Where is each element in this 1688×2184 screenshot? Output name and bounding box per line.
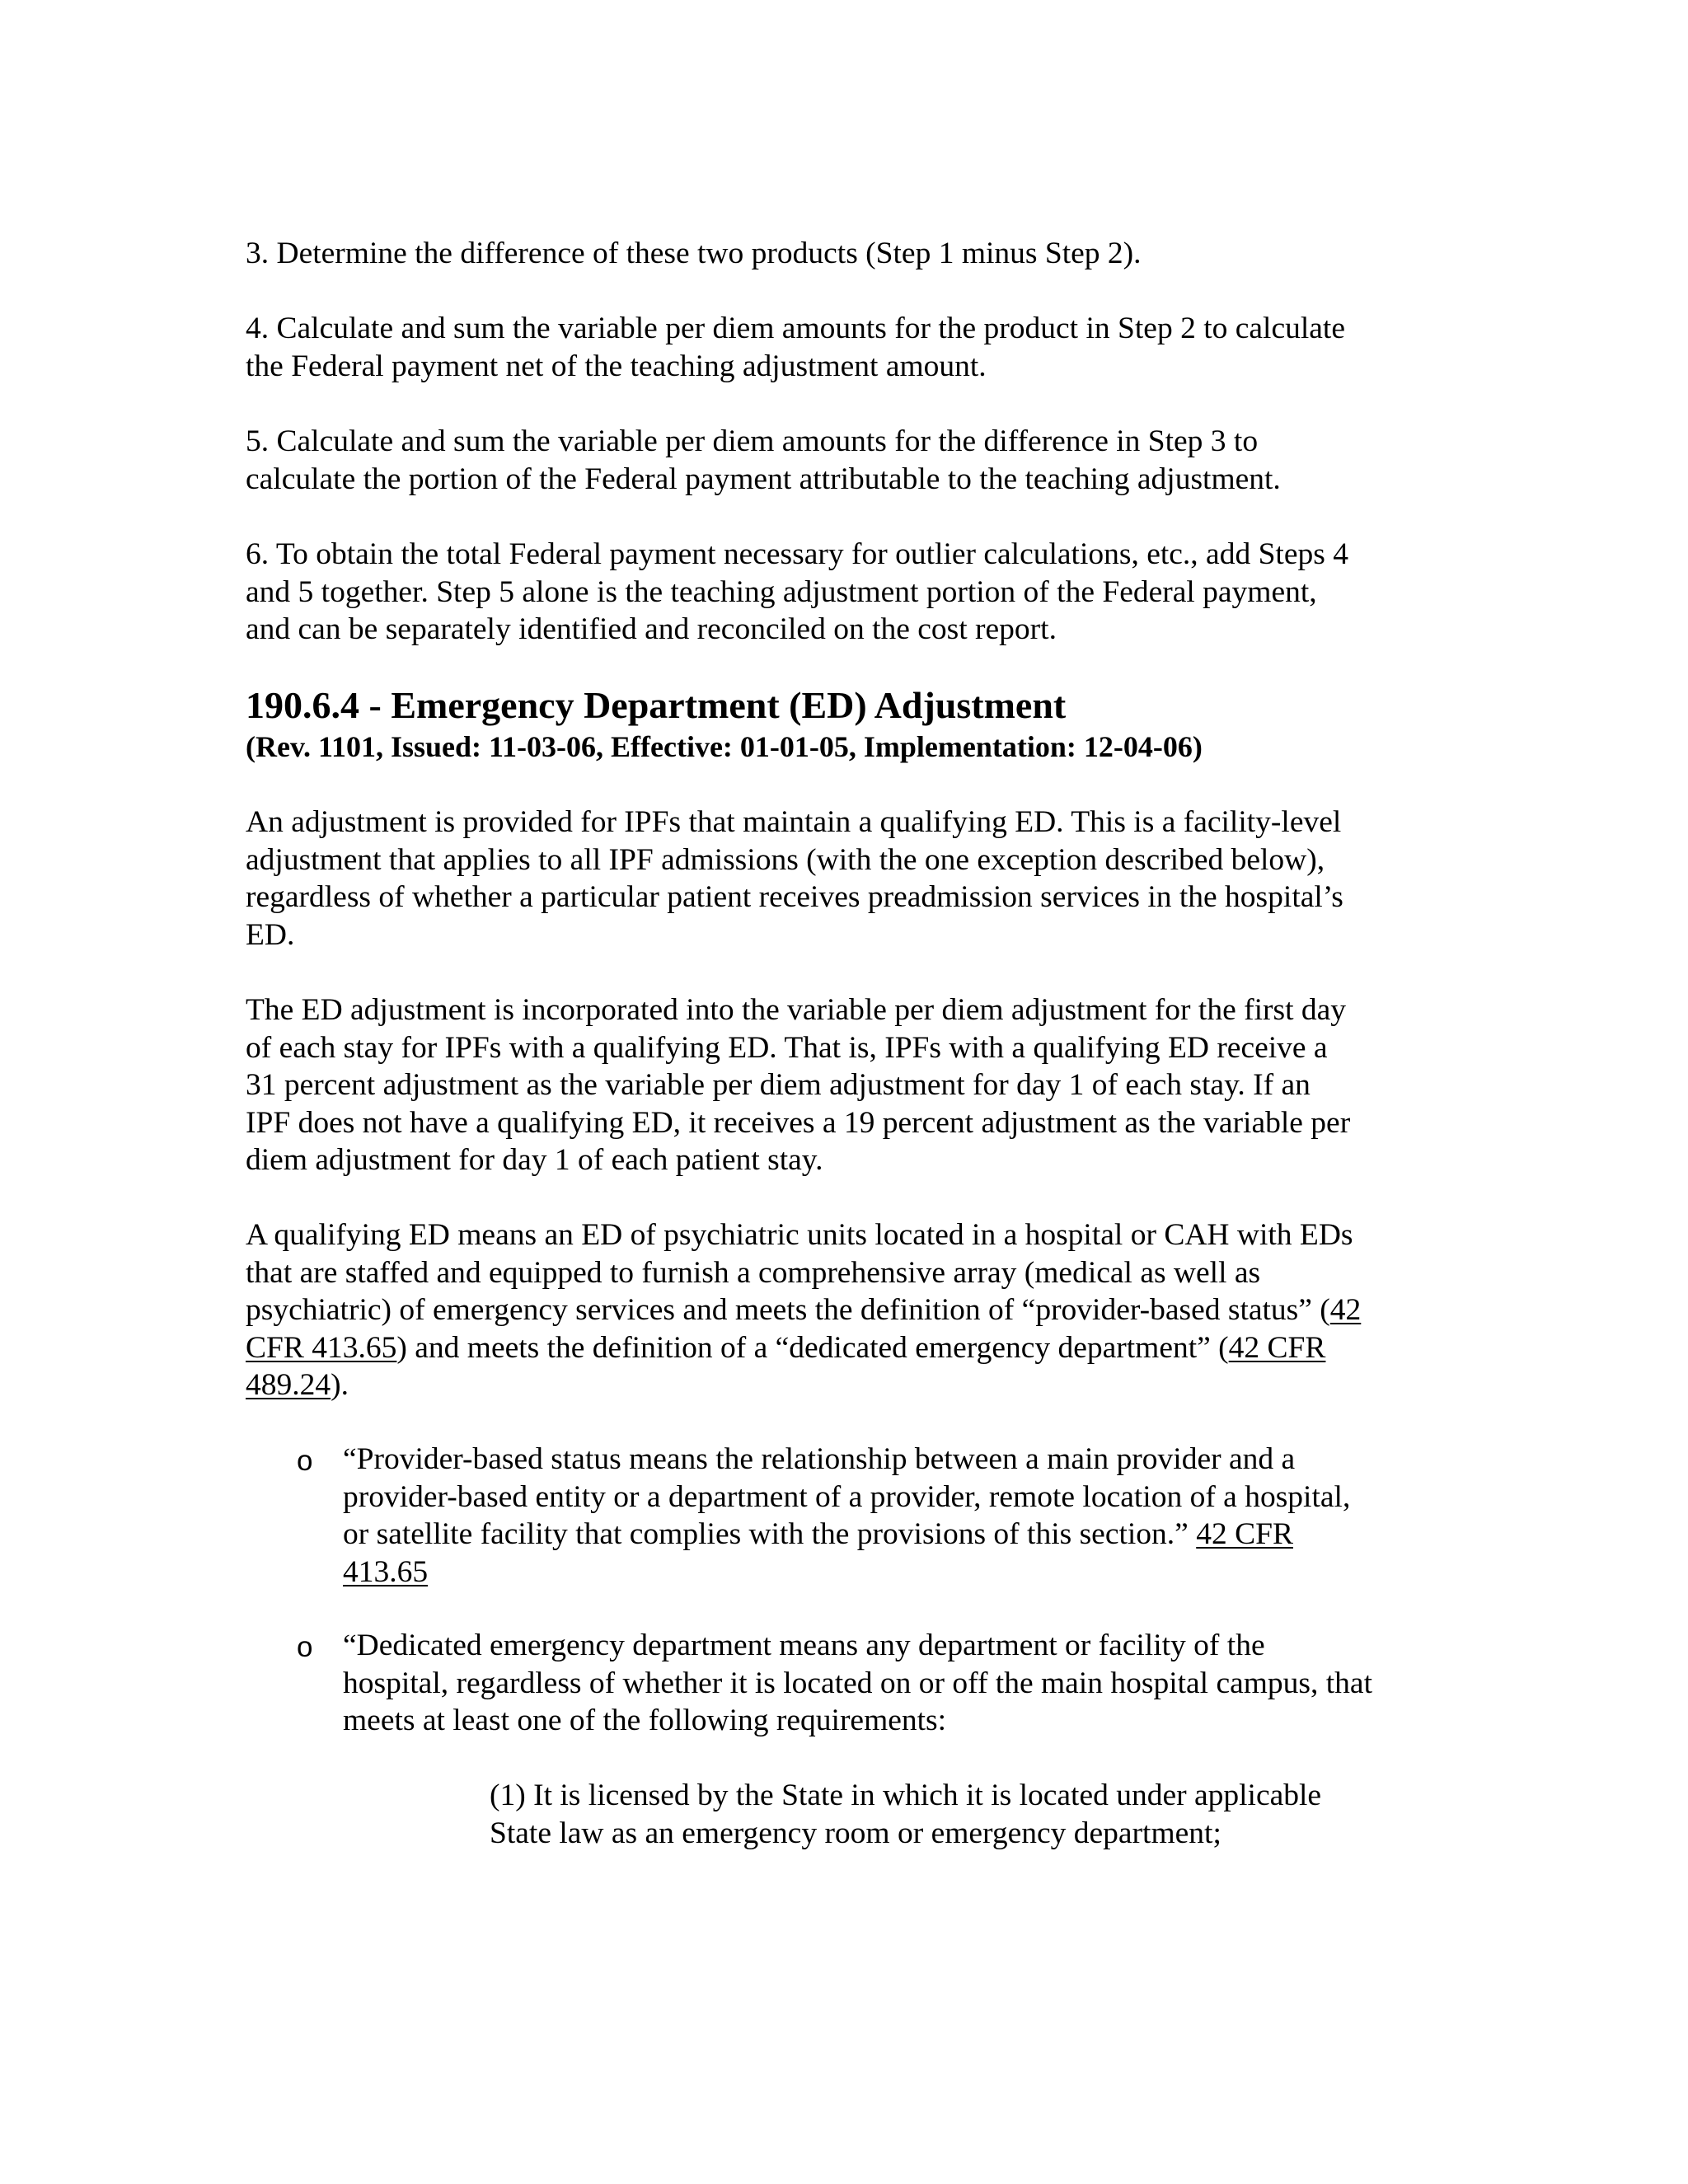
text-line: hospital, regardless of whether it is located on or off the main hospital campus, that	[343, 1666, 1372, 1700]
text-line: The ED adjustment is incorporated into the variable per diem adjustment for the first day	[246, 993, 1347, 1027]
section-revision: (Rev. 1101, Issued: 11-03-06, Effective: 01-01-05, Implementation: 12-04-06)	[246, 730, 1203, 763]
step-4-paragraph	[246, 310, 1449, 385]
text-line: State law as an emergency room or emergency department;	[490, 1816, 1221, 1850]
text-line: ED.	[246, 917, 295, 952]
text-line: diem adjustment for day 1 of each patient stay.	[246, 1143, 823, 1177]
text-line: 3. Determine the difference of these two products (Step 1 minus Step 2).	[246, 237, 1142, 270]
text-line: “Dedicated emergency department means any department or facility of the	[343, 1629, 1265, 1662]
cfr-413-65-link[interactable]: 413.65	[343, 1554, 429, 1589]
text-line: provider-based entity or a department of a provider, remote location of a hospital,	[343, 1479, 1351, 1514]
text-line: adjustment that applies to all IPF admissions (with the one exception described below),	[246, 842, 1325, 877]
cfr-413-65-link[interactable]: 42	[1329, 1293, 1362, 1327]
bullet-marker: o	[297, 1631, 313, 1663]
qualifying-ed-definition-paragraph	[246, 1216, 1449, 1404]
text-line: IPF does not have a qualifying ED, it receives a 19 percent adjustment as the variable per	[246, 1105, 1351, 1140]
text-line: or satellite facility that complies with the provisions of this section.” 42 CFR	[343, 1517, 1293, 1551]
ed-adjustment-rate-paragraph	[246, 991, 1449, 1179]
text-line: calculate the portion of the Federal payment attributable to the teaching adjustment.	[246, 462, 1281, 496]
step-3-paragraph	[246, 235, 1449, 273]
ed-adjustment-intro-paragraph	[246, 804, 1449, 954]
provider-based-status-bullet	[343, 1441, 1497, 1591]
text-line: the Federal payment net of the teaching adjustment amount.	[246, 349, 987, 383]
text-line: (1) It is licensed by the State in which it is located under applicable	[490, 1779, 1322, 1812]
requirement-1-paragraph	[490, 1777, 1479, 1852]
text-line: CFR 413.65) and meets the definition of a “dedicated emergency department” (42 CFR	[246, 1330, 1326, 1365]
step-5-paragraph	[246, 423, 1449, 498]
text-line: psychiatric) of emergency services and meets the definition of “provider-based status” (42	[246, 1293, 1362, 1327]
text-line: 31 percent adjustment as the variable per diem adjustment for day 1 of each stay. If an	[246, 1068, 1311, 1102]
text-line: regardless of whether a particular patient receives preadmission services in the hospital’s	[246, 880, 1343, 914]
cfr-489-24-link[interactable]: 489.24	[246, 1368, 331, 1402]
text-line: A qualifying ED means an ED of psychiatric units located in a hospital or CAH with EDs	[246, 1218, 1353, 1252]
section-title: 190.6.4 - Emergency Department (ED) Adjustment	[246, 684, 1067, 726]
text-line: and 5 together. Step 5 alone is the teaching adjustment portion of the Federal payment,	[246, 574, 1317, 609]
cfr-489-24-link[interactable]: 42 CFR	[1228, 1330, 1326, 1365]
text-line	[343, 1554, 1497, 1591]
text-line: 489.24).	[246, 1368, 349, 1402]
text-line: 5. Calculate and sum the variable per diem amounts for the difference in Step 3 to	[246, 424, 1259, 458]
text-line: 6. To obtain the total Federal payment necessary for outlier calculations, etc., add Steps 4	[246, 537, 1348, 571]
text-line: of each stay for IPFs with a qualifying ED. That is, IPFs with a qualifying ED receive a	[246, 1030, 1328, 1065]
step-6-paragraph	[246, 536, 1449, 649]
cfr-413-65-link[interactable]: CFR 413.65	[246, 1330, 397, 1365]
text-line: meets at least one of the following requirements:	[343, 1704, 947, 1737]
cfr-413-65-link[interactable]: 42 CFR	[1196, 1517, 1293, 1551]
bullet-marker: o	[297, 1445, 313, 1477]
text-line: that are staffed and equipped to furnish a comprehensive array (medical as well as	[246, 1255, 1261, 1290]
text-line: and can be separately identified and reconciled on the cost report.	[246, 612, 1057, 646]
text-line: 4. Calculate and sum the variable per diem amounts for the product in Step 2 to calculate	[246, 312, 1345, 345]
dedicated-emergency-department-bullet	[343, 1627, 1497, 1740]
text-line: An adjustment is provided for IPFs that maintain a qualifying ED. This is a facility-level	[246, 805, 1342, 839]
text-line: “Provider-based status means the relationship between a main provider and a	[343, 1442, 1296, 1476]
